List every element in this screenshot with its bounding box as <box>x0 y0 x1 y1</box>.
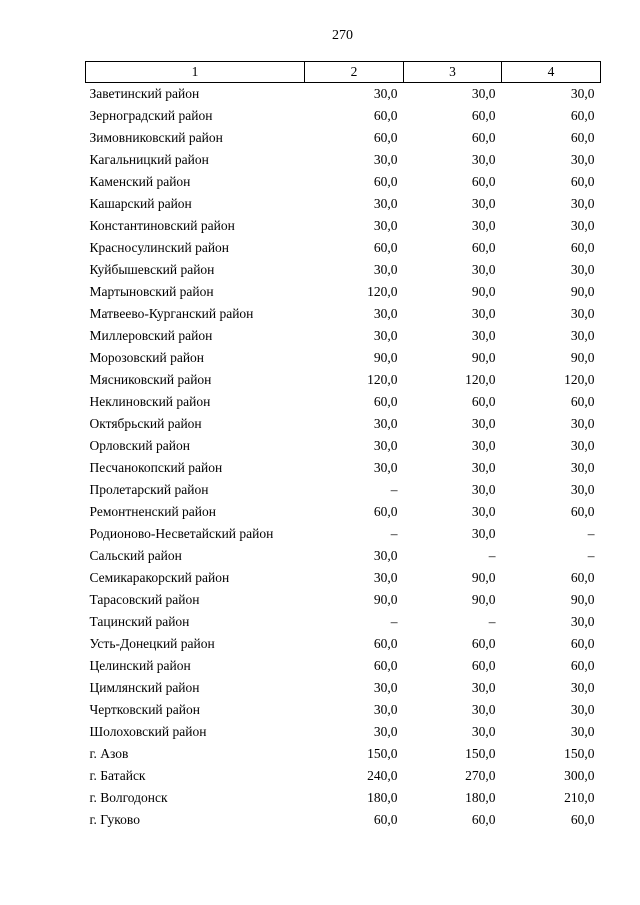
table-row <box>86 721 601 743</box>
table-row <box>86 391 601 413</box>
value-col-2: 240,0 <box>367 768 398 783</box>
value-col-4: 60,0 <box>570 108 595 123</box>
table-row <box>86 435 601 457</box>
value-col-3: 90,0 <box>471 592 496 607</box>
value-col-3: 30,0 <box>471 328 496 343</box>
district-name: Мартыновский район <box>89 284 214 299</box>
district-name: Кашарский район <box>89 196 192 211</box>
value-col-4: 90,0 <box>570 350 595 365</box>
district-name: Сальский район <box>89 548 182 563</box>
value-col-2: 120,0 <box>367 284 398 299</box>
value-col-3: 120,0 <box>465 372 496 387</box>
value-col-4: 30,0 <box>570 680 595 695</box>
value-col-4: 60,0 <box>570 394 595 409</box>
table-row <box>86 501 601 523</box>
value-col-4: 30,0 <box>570 482 595 497</box>
table-row <box>86 611 601 633</box>
value-col-4: 60,0 <box>570 240 595 255</box>
value-col-3: 30,0 <box>471 460 496 475</box>
district-name: Песчанокопский район <box>89 460 223 475</box>
value-col-4: 300,0 <box>564 768 595 783</box>
value-col-4: 30,0 <box>570 306 595 321</box>
value-col-3: 30,0 <box>471 526 496 541</box>
table-row <box>86 347 601 369</box>
table-row <box>86 369 601 391</box>
table-row <box>86 105 601 127</box>
value-col-4: 30,0 <box>570 196 595 211</box>
value-col-2: 30,0 <box>373 262 398 277</box>
value-col-4: – <box>587 526 595 541</box>
value-col-4: 30,0 <box>570 614 595 629</box>
table-header <box>86 62 601 83</box>
value-col-3: – <box>488 548 496 563</box>
district-name: Мясниковский район <box>89 372 212 387</box>
table-row <box>86 83 601 106</box>
value-col-2: 60,0 <box>373 130 398 145</box>
table-row <box>86 457 601 479</box>
district-name: Чертковский район <box>89 702 200 717</box>
value-col-3: 30,0 <box>471 152 496 167</box>
value-col-3: 30,0 <box>471 680 496 695</box>
district-name: Усть-Донецкий район <box>89 636 215 651</box>
district-name: Зимовниковский район <box>89 130 223 145</box>
district-name: Семикаракорский район <box>89 570 230 585</box>
value-col-4: 60,0 <box>570 130 595 145</box>
value-col-2: 120,0 <box>367 372 398 387</box>
value-col-4: 60,0 <box>570 174 595 189</box>
value-col-4: 30,0 <box>570 218 595 233</box>
value-col-3: 30,0 <box>471 196 496 211</box>
value-col-4: 210,0 <box>564 790 595 805</box>
value-col-4: 60,0 <box>570 570 595 585</box>
district-name: Морозовский район <box>89 350 205 365</box>
value-col-3: – <box>488 614 496 629</box>
value-col-2: 30,0 <box>373 702 398 717</box>
value-col-2: 90,0 <box>373 592 398 607</box>
value-col-4: 60,0 <box>570 812 595 827</box>
value-col-2: 30,0 <box>373 152 398 167</box>
table-row <box>86 787 601 809</box>
value-col-2: 30,0 <box>373 570 398 585</box>
table-row <box>86 809 601 831</box>
table-row <box>86 259 601 281</box>
value-col-2: – <box>390 526 398 541</box>
table-row <box>86 567 601 589</box>
district-name: Целинский район <box>89 658 191 673</box>
value-col-3: 30,0 <box>471 262 496 277</box>
value-col-2: 150,0 <box>367 746 398 761</box>
header-row <box>86 62 601 83</box>
value-col-3: 90,0 <box>471 350 496 365</box>
value-col-2: 60,0 <box>373 504 398 519</box>
table-row <box>86 215 601 237</box>
value-col-2: 60,0 <box>373 812 398 827</box>
column-header-1: 1 <box>86 62 305 83</box>
district-name: Тарасовский район <box>89 592 200 607</box>
value-col-3: 60,0 <box>471 130 496 145</box>
table-row <box>86 281 601 303</box>
table-row <box>86 325 601 347</box>
value-col-3: 90,0 <box>471 284 496 299</box>
table-row <box>86 743 601 765</box>
table-row <box>86 523 601 545</box>
district-name: г. Батайск <box>89 768 146 783</box>
value-col-3: 60,0 <box>471 636 496 651</box>
column-header-2: 2 <box>305 62 404 83</box>
value-col-4: 90,0 <box>570 284 595 299</box>
value-col-3: 30,0 <box>471 702 496 717</box>
table-row <box>86 545 601 567</box>
table-row <box>86 127 601 149</box>
district-name: Миллеровский район <box>89 328 213 343</box>
value-col-4: 60,0 <box>570 504 595 519</box>
value-col-4: 90,0 <box>570 592 595 607</box>
value-col-2: 60,0 <box>373 108 398 123</box>
value-col-2: 60,0 <box>373 240 398 255</box>
value-col-2: – <box>390 482 398 497</box>
table-row <box>86 655 601 677</box>
value-col-3: 30,0 <box>471 218 496 233</box>
value-col-2: 30,0 <box>373 724 398 739</box>
value-col-3: 60,0 <box>471 394 496 409</box>
value-col-3: 30,0 <box>471 306 496 321</box>
value-col-3: 60,0 <box>471 174 496 189</box>
district-name: Зерноградский район <box>89 108 213 123</box>
value-col-3: 30,0 <box>471 416 496 431</box>
table-row <box>86 171 601 193</box>
value-col-4: 60,0 <box>570 658 595 673</box>
value-col-2: 30,0 <box>373 416 398 431</box>
value-col-2: 30,0 <box>373 438 398 453</box>
district-name: г. Азов <box>89 746 129 761</box>
value-col-4: 30,0 <box>570 438 595 453</box>
district-name: Шолоховский район <box>89 724 207 739</box>
district-name: Неклиновский район <box>89 394 211 409</box>
page-number: 270 <box>332 28 353 43</box>
value-col-2: 30,0 <box>373 680 398 695</box>
value-col-2: 30,0 <box>373 218 398 233</box>
table-row <box>86 765 601 787</box>
table-row <box>86 303 601 325</box>
district-name: Октябрьский район <box>89 416 202 431</box>
value-col-3: 30,0 <box>471 724 496 739</box>
table-row <box>86 413 601 435</box>
district-name: Родионово-Несветайский район <box>89 526 274 541</box>
value-col-3: 270,0 <box>465 768 496 783</box>
value-col-2: 30,0 <box>373 328 398 343</box>
district-name: Цимлянский район <box>89 680 200 695</box>
value-col-4: 30,0 <box>570 416 595 431</box>
value-col-3: 90,0 <box>471 570 496 585</box>
district-name: Пролетарский район <box>89 482 209 497</box>
column-header-3: 3 <box>404 62 502 83</box>
value-col-4: 30,0 <box>570 724 595 739</box>
value-col-4: 120,0 <box>564 372 595 387</box>
table-row <box>86 633 601 655</box>
value-col-4: 30,0 <box>570 262 595 277</box>
table-body <box>86 83 601 832</box>
value-col-3: 30,0 <box>471 482 496 497</box>
value-col-2: 30,0 <box>373 86 398 101</box>
value-col-4: 30,0 <box>570 702 595 717</box>
table-row <box>86 237 601 259</box>
value-col-3: 30,0 <box>471 438 496 453</box>
value-col-2: 180,0 <box>367 790 398 805</box>
district-name: г. Волгодонск <box>89 790 168 805</box>
value-col-3: 180,0 <box>465 790 496 805</box>
district-name: Красносулинский район <box>89 240 230 255</box>
value-col-2: 60,0 <box>373 394 398 409</box>
district-name: Ремонтненский район <box>89 504 216 519</box>
district-name: Матвеево-Курганский район <box>89 306 254 321</box>
column-header-4: 4 <box>502 62 601 83</box>
table-row <box>86 699 601 721</box>
table-row <box>86 677 601 699</box>
district-name: Тацинский район <box>89 614 190 629</box>
table-row <box>86 149 601 171</box>
data-table <box>85 61 601 831</box>
value-col-4: 60,0 <box>570 636 595 651</box>
district-name: Заветинский район <box>89 86 200 101</box>
value-col-3: 150,0 <box>465 746 496 761</box>
value-col-2: 30,0 <box>373 306 398 321</box>
value-col-2: 30,0 <box>373 460 398 475</box>
value-col-4: 30,0 <box>570 328 595 343</box>
value-col-2: 60,0 <box>373 174 398 189</box>
value-col-2: 60,0 <box>373 636 398 651</box>
value-col-3: 60,0 <box>471 108 496 123</box>
district-name: Каменский район <box>89 174 191 189</box>
district-name: г. Гуково <box>89 812 140 827</box>
value-col-4: 30,0 <box>570 460 595 475</box>
table-row <box>86 589 601 611</box>
value-col-2: 60,0 <box>373 658 398 673</box>
table-row <box>86 193 601 215</box>
value-col-2: 30,0 <box>373 548 398 563</box>
value-col-3: 60,0 <box>471 812 496 827</box>
value-col-4: 30,0 <box>570 86 595 101</box>
value-col-4: 150,0 <box>564 746 595 761</box>
value-col-3: 60,0 <box>471 658 496 673</box>
district-name: Константиновский район <box>89 218 235 233</box>
value-col-2: 90,0 <box>373 350 398 365</box>
district-name: Куйбышевский район <box>89 262 215 277</box>
table-row <box>86 479 601 501</box>
value-col-2: 30,0 <box>373 196 398 211</box>
value-col-3: 60,0 <box>471 240 496 255</box>
district-name: Кагальницкий район <box>89 152 209 167</box>
value-col-3: 30,0 <box>471 504 496 519</box>
value-col-4: 30,0 <box>570 152 595 167</box>
value-col-4: – <box>587 548 595 563</box>
value-col-2: – <box>390 614 398 629</box>
district-name: Орловский район <box>89 438 190 453</box>
value-col-3: 30,0 <box>471 86 496 101</box>
